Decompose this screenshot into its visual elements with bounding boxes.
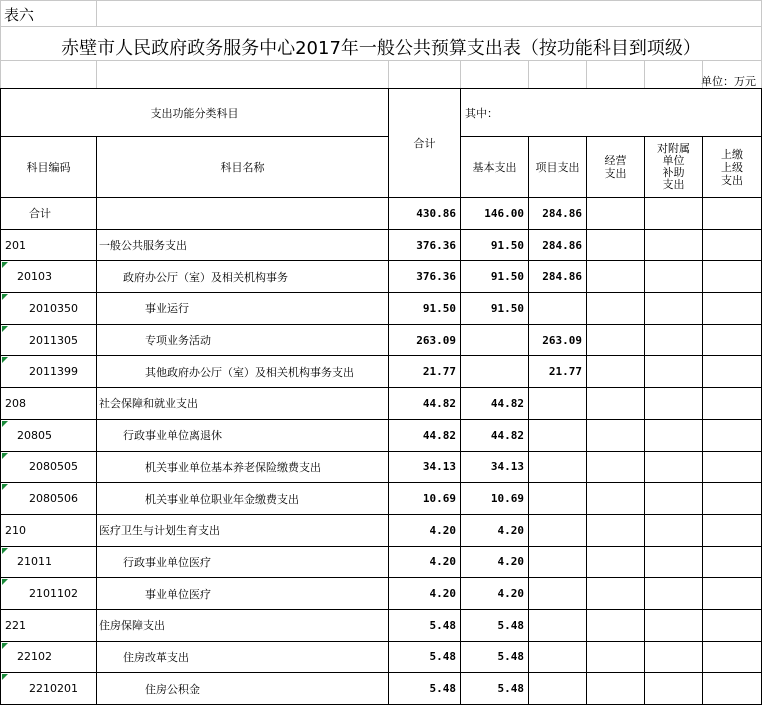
cell-project: 284.86 — [529, 229, 587, 261]
cell-project — [529, 293, 587, 325]
cell-code: 208 — [1, 388, 97, 420]
cell-project: 263.09 — [529, 324, 587, 356]
cell-project — [529, 451, 587, 483]
cell-subsidiary — [645, 388, 703, 420]
cell-code: 221 — [1, 609, 97, 641]
cell-code-text: 2010350 — [29, 301, 78, 315]
page-title: 赤壁市人民政府政务服务中心2017年一般公共预算支出表（按功能科目到项级） — [61, 38, 701, 59]
cell-remit — [703, 609, 762, 641]
cell-name: 住房保障支出 — [97, 609, 389, 641]
gridline — [528, 60, 529, 88]
cell-project — [529, 546, 587, 578]
text-number-flag-icon — [2, 326, 8, 332]
cell-name: 社会保障和就业支出 — [97, 388, 389, 420]
gridline — [96, 60, 97, 88]
cell-subsidiary — [645, 293, 703, 325]
gridline — [388, 60, 389, 88]
cell-basic — [461, 324, 529, 356]
cell-name: 机关事业单位基本养老保险缴费支出 — [97, 451, 389, 483]
cell-project — [529, 514, 587, 546]
cell-code-text: 2210201 — [29, 682, 78, 696]
cell-code-text: 21011 — [17, 555, 52, 569]
cell-remit — [703, 419, 762, 451]
cell-code — [1, 578, 97, 610]
cell-code: 210 — [1, 514, 97, 546]
cell-project — [529, 388, 587, 420]
cell-code — [1, 546, 97, 578]
cell-remit — [703, 546, 762, 578]
text-number-flag-icon — [2, 357, 8, 363]
cell-operating — [587, 514, 645, 546]
cell-code — [1, 324, 97, 356]
text-number-flag-icon — [2, 453, 8, 459]
cell-total: 21.77 — [389, 356, 461, 388]
cell-code-text: 2080505 — [29, 460, 78, 474]
cell-subsidiary — [645, 514, 703, 546]
cell-basic: 4.20 — [461, 578, 529, 610]
cell-basic: 4.20 — [461, 546, 529, 578]
cell-remit — [703, 451, 762, 483]
text-number-flag-icon — [2, 548, 8, 554]
cell-basic — [461, 356, 529, 388]
cell-remit — [703, 578, 762, 610]
table-row — [1, 419, 762, 451]
gridline — [0, 60, 762, 61]
header-of-which: 其中： — [461, 89, 762, 137]
cell-operating — [587, 293, 645, 325]
cell-basic: 91.50 — [461, 229, 529, 261]
header-remit: 上缴 上级 支出 — [703, 137, 762, 198]
cell-operating — [587, 609, 645, 641]
table-row — [1, 451, 762, 483]
cell-operating — [587, 419, 645, 451]
cell-operating — [587, 641, 645, 673]
cell-total: 44.82 — [389, 388, 461, 420]
cell-code-text: 2101102 — [29, 587, 78, 601]
cell-basic: 5.48 — [461, 609, 529, 641]
cell-code — [1, 673, 97, 705]
gridline — [0, 26, 762, 27]
cell-remit — [703, 641, 762, 673]
cell-remit — [703, 514, 762, 546]
cell-basic: 91.50 — [461, 293, 529, 325]
cell-total: 4.20 — [389, 546, 461, 578]
text-number-flag-icon — [2, 674, 8, 680]
table-row — [1, 388, 762, 420]
cell-code — [1, 451, 97, 483]
cell-subsidiary — [645, 356, 703, 388]
cell-name: 政府办公厅（室）及相关机构事务 — [97, 261, 389, 293]
cell-code-text: 2011305 — [29, 333, 78, 347]
table-row — [1, 483, 762, 515]
cell-total: 5.48 — [389, 673, 461, 705]
cell-subsidiary — [645, 609, 703, 641]
cell-operating — [587, 483, 645, 515]
cell-total: 44.82 — [389, 419, 461, 451]
text-number-flag-icon — [2, 579, 8, 585]
cell-total: 34.13 — [389, 451, 461, 483]
cell-subsidiary — [645, 419, 703, 451]
header-project: 项目支出 — [529, 137, 587, 198]
gridline — [460, 60, 461, 88]
cell-project — [529, 641, 587, 673]
cell-basic: 44.82 — [461, 419, 529, 451]
table-row — [1, 261, 762, 293]
cell-operating — [587, 229, 645, 261]
cell-subsidiary — [645, 451, 703, 483]
cell-subsidiary — [645, 546, 703, 578]
cell-name: 住房改革支出 — [97, 641, 389, 673]
cell-name: 行政事业单位离退休 — [97, 419, 389, 451]
gridline — [644, 60, 645, 88]
cell-total: 4.20 — [389, 514, 461, 546]
cell-basic: 10.69 — [461, 483, 529, 515]
cell-subsidiary — [645, 483, 703, 515]
cell-total: 91.50 — [389, 293, 461, 325]
cell-operating — [587, 261, 645, 293]
header-operating: 经营 支出 — [587, 137, 645, 198]
cell-operating — [587, 673, 645, 705]
header-category: 支出功能分类科目 — [1, 89, 389, 137]
header-total: 合计 — [389, 89, 461, 198]
table-row — [1, 514, 762, 546]
cell-subsidiary — [645, 673, 703, 705]
cell-operating — [587, 356, 645, 388]
cell-code-text: 2080506 — [29, 492, 78, 506]
budget-table — [0, 88, 762, 705]
unit-label: 单位：万元 — [701, 75, 756, 88]
cell-total: 376.36 — [389, 229, 461, 261]
cell-total: 5.48 — [389, 641, 461, 673]
cell-subsidiary — [645, 229, 703, 261]
cell-remit — [703, 388, 762, 420]
cell-total: 263.09 — [389, 324, 461, 356]
cell-basic: 5.48 — [461, 673, 529, 705]
cell-subsidiary — [645, 198, 703, 230]
cell-code: 201 — [1, 229, 97, 261]
cell-total: 10.69 — [389, 483, 461, 515]
cell-code: 合计 — [1, 198, 97, 230]
cell-remit — [703, 356, 762, 388]
cell-project — [529, 419, 587, 451]
table-row — [1, 609, 762, 641]
cell-project: 284.86 — [529, 261, 587, 293]
cell-name — [97, 198, 389, 230]
cell-name: 其他政府办公厅（室）及相关机构事务支出 — [97, 356, 389, 388]
table-row — [1, 198, 762, 230]
cell-basic: 146.00 — [461, 198, 529, 230]
cell-basic: 34.13 — [461, 451, 529, 483]
table-row — [1, 546, 762, 578]
table-row — [1, 293, 762, 325]
cell-code-text: 22102 — [17, 650, 52, 664]
cell-basic: 5.48 — [461, 641, 529, 673]
table-row — [1, 229, 762, 261]
sheet-label: 表六 — [4, 6, 35, 24]
cell-remit — [703, 483, 762, 515]
cell-code — [1, 261, 97, 293]
cell-name: 住房公积金 — [97, 673, 389, 705]
header-code: 科目编码 — [1, 137, 97, 198]
cell-operating — [587, 388, 645, 420]
cell-total: 5.48 — [389, 609, 461, 641]
table-row — [1, 578, 762, 610]
cell-total: 430.86 — [389, 198, 461, 230]
gridline — [0, 0, 762, 1]
cell-subsidiary — [645, 641, 703, 673]
gridline — [96, 0, 97, 26]
cell-basic: 44.82 — [461, 388, 529, 420]
header-subsidiary: 对附属 单位 补助 支出 — [645, 137, 703, 198]
cell-project — [529, 578, 587, 610]
cell-code — [1, 483, 97, 515]
cell-project: 284.86 — [529, 198, 587, 230]
cell-code — [1, 419, 97, 451]
cell-code-text: 2011399 — [29, 365, 78, 379]
cell-code-text: 20103 — [17, 270, 52, 284]
cell-name: 机关事业单位职业年金缴费支出 — [97, 483, 389, 515]
cell-operating — [587, 546, 645, 578]
header-basic: 基本支出 — [461, 137, 529, 198]
table-row — [1, 673, 762, 705]
header-name: 科目名称 — [97, 137, 389, 198]
text-number-flag-icon — [2, 421, 8, 427]
cell-name: 事业运行 — [97, 293, 389, 325]
cell-total: 4.20 — [389, 578, 461, 610]
cell-name: 医疗卫生与计划生育支出 — [97, 514, 389, 546]
text-number-flag-icon — [2, 294, 8, 300]
cell-remit — [703, 324, 762, 356]
cell-remit — [703, 229, 762, 261]
table-row — [1, 324, 762, 356]
cell-basic: 4.20 — [461, 514, 529, 546]
cell-project — [529, 673, 587, 705]
cell-project: 21.77 — [529, 356, 587, 388]
cell-name: 事业单位医疗 — [97, 578, 389, 610]
cell-remit — [703, 198, 762, 230]
cell-code-text: 20805 — [17, 428, 52, 442]
cell-remit — [703, 261, 762, 293]
cell-subsidiary — [645, 578, 703, 610]
cell-operating — [587, 578, 645, 610]
cell-remit — [703, 293, 762, 325]
cell-project — [529, 483, 587, 515]
text-number-flag-icon — [2, 484, 8, 490]
cell-operating — [587, 198, 645, 230]
cell-remit — [703, 673, 762, 705]
cell-project — [529, 609, 587, 641]
cell-code — [1, 641, 97, 673]
cell-name: 行政事业单位医疗 — [97, 546, 389, 578]
cell-subsidiary — [645, 324, 703, 356]
table-row — [1, 356, 762, 388]
cell-operating — [587, 451, 645, 483]
cell-name: 专项业务活动 — [97, 324, 389, 356]
cell-operating — [587, 324, 645, 356]
text-number-flag-icon — [2, 262, 8, 268]
text-number-flag-icon — [2, 643, 8, 649]
gridline — [586, 60, 587, 88]
cell-subsidiary — [645, 261, 703, 293]
table-row — [1, 641, 762, 673]
cell-code — [1, 293, 97, 325]
cell-code — [1, 356, 97, 388]
cell-total: 376.36 — [389, 261, 461, 293]
cell-basic: 91.50 — [461, 261, 529, 293]
cell-name: 一般公共服务支出 — [97, 229, 389, 261]
